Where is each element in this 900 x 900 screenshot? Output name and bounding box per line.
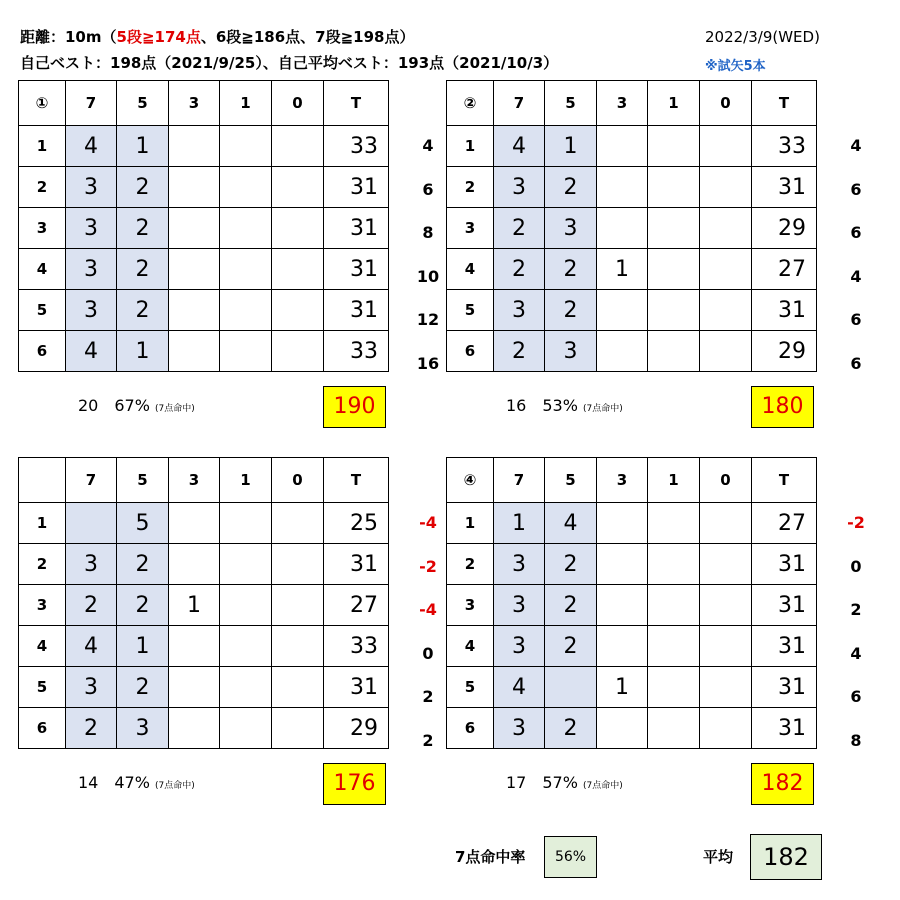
count-cell: [648, 626, 700, 667]
count-cell: [597, 208, 648, 249]
end-number: 1: [19, 503, 66, 544]
end-total: 31: [324, 167, 389, 208]
end-total: 31: [752, 544, 817, 585]
hit-stats: [506, 396, 623, 415]
header-row: [447, 458, 817, 503]
count-cell: 2: [494, 208, 545, 249]
count-cell: [700, 585, 752, 626]
end-number: 6: [19, 331, 66, 372]
count-cell: 1: [545, 126, 597, 167]
table-label: ①: [19, 81, 66, 126]
header-row: [19, 81, 389, 126]
diff-value: 6: [850, 223, 862, 242]
diff-value: 2: [850, 600, 862, 619]
column-header: 1: [220, 81, 272, 126]
score-table-2: [446, 80, 817, 372]
end-total: 31: [752, 290, 817, 331]
diff-value: 4: [422, 136, 434, 155]
end-total: 31: [324, 290, 389, 331]
count-cell: [648, 331, 700, 372]
count-cell: [648, 208, 700, 249]
table-label: [19, 458, 66, 503]
end-number: 6: [19, 708, 66, 749]
table-row: [447, 503, 817, 544]
table-label: ②: [447, 81, 494, 126]
round-total: 176: [323, 763, 386, 805]
count-cell: [272, 667, 324, 708]
end-total: 31: [752, 708, 817, 749]
count-cell: [648, 708, 700, 749]
table-row: [19, 249, 389, 290]
column-header: 3: [597, 458, 648, 503]
count-cell: [597, 585, 648, 626]
column-header: T: [324, 458, 389, 503]
diff-value: 6: [850, 687, 862, 706]
count-cell: [597, 626, 648, 667]
end-number: 5: [447, 667, 494, 708]
column-header: 5: [117, 81, 169, 126]
count-cell: [272, 626, 324, 667]
count-cell: [220, 626, 272, 667]
count-cell: 4: [66, 626, 117, 667]
diff-value: 6: [422, 179, 434, 199]
table-row: [447, 290, 817, 331]
count-cell: [700, 503, 752, 544]
count-cell: [220, 503, 272, 544]
table-row: [19, 331, 389, 372]
count-cell: [597, 167, 648, 208]
count-cell: 3: [494, 290, 545, 331]
diff-value: 6: [850, 310, 862, 329]
count-cell: 2: [117, 544, 169, 585]
hit-rate-label: 7点命中率: [455, 848, 526, 866]
score-table-4: [446, 457, 817, 749]
end-total: 27: [752, 249, 817, 290]
count-cell: 3: [66, 167, 117, 208]
count-cell: 3: [494, 626, 545, 667]
count-cell: 2: [545, 167, 597, 208]
count-cell: 3: [494, 544, 545, 585]
table-row: [19, 208, 389, 249]
end-number: 3: [447, 585, 494, 626]
end-number: 1: [19, 126, 66, 167]
count-cell: [648, 503, 700, 544]
count-cell: 4: [66, 126, 117, 167]
count-cell: [220, 290, 272, 331]
end-number: 4: [19, 249, 66, 290]
end-number: 2: [19, 544, 66, 585]
count-cell: [220, 667, 272, 708]
hit-percent: 53%: [542, 396, 578, 415]
count-cell: [169, 503, 220, 544]
diff-value: 4: [850, 266, 862, 286]
count-cell: [700, 626, 752, 667]
end-total: 29: [324, 708, 389, 749]
table-row: [19, 708, 389, 749]
count-cell: [169, 290, 220, 331]
end-total: 33: [324, 331, 389, 372]
count-cell: 2: [545, 290, 597, 331]
count-cell: 3: [545, 331, 597, 372]
count-cell: [648, 126, 700, 167]
dan-rest: 、6段≧186点、7段≧198点）: [200, 28, 415, 46]
column-header: 0: [700, 458, 752, 503]
count-cell: [272, 126, 324, 167]
end-total: 31: [752, 167, 817, 208]
end-total: 27: [752, 503, 817, 544]
diff-value: 16: [416, 353, 440, 373]
diff-value: 12: [416, 310, 440, 329]
table-row: [447, 208, 817, 249]
count-cell: [220, 331, 272, 372]
count-cell: [66, 503, 117, 544]
count-cell: 2: [117, 667, 169, 708]
distance-line: [20, 26, 414, 47]
count-cell: 3: [494, 708, 545, 749]
end-total: 31: [752, 585, 817, 626]
count-cell: 1: [597, 667, 648, 708]
diff-value: -4: [419, 600, 437, 619]
count-cell: 3: [66, 667, 117, 708]
count-cell: 1: [117, 626, 169, 667]
count-cell: 3: [494, 585, 545, 626]
column-header: 7: [494, 458, 545, 503]
column-header: 0: [272, 458, 324, 503]
column-header: 1: [648, 458, 700, 503]
count-cell: [597, 290, 648, 331]
column-header: 7: [494, 81, 545, 126]
count-cell: [169, 126, 220, 167]
count-cell: [272, 208, 324, 249]
hit-count: 17: [506, 773, 527, 792]
header-row: [447, 81, 817, 126]
table-row: [19, 126, 389, 167]
end-number: 3: [447, 208, 494, 249]
count-cell: [272, 544, 324, 585]
count-cell: [220, 167, 272, 208]
count-cell: [169, 667, 220, 708]
end-number: 5: [447, 290, 494, 331]
hit-percent-note: (7点命中): [155, 781, 195, 791]
end-number: 5: [19, 667, 66, 708]
column-header: 5: [117, 458, 169, 503]
count-cell: [169, 167, 220, 208]
end-number: 4: [447, 249, 494, 290]
diff-value: 8: [422, 223, 434, 242]
count-cell: [272, 290, 324, 331]
hit-stats: [78, 396, 195, 415]
table-row: [447, 667, 817, 708]
hit-percent: 57%: [542, 773, 578, 792]
score-table-3: [18, 457, 389, 749]
hit-count: 20: [78, 396, 99, 415]
hit-percent-note: (7点命中): [583, 781, 623, 791]
count-cell: 2: [494, 249, 545, 290]
end-number: 2: [447, 544, 494, 585]
end-total: 33: [752, 126, 817, 167]
count-cell: 3: [117, 708, 169, 749]
score-table-1: [18, 80, 389, 372]
column-header: T: [324, 81, 389, 126]
end-number: 5: [19, 290, 66, 331]
count-cell: 4: [66, 331, 117, 372]
diff-value: 6: [850, 353, 862, 373]
count-cell: 3: [66, 290, 117, 331]
hit-stats: [78, 773, 195, 792]
column-header: 0: [272, 81, 324, 126]
table-row: [19, 585, 389, 626]
count-cell: 1: [117, 126, 169, 167]
column-header: 3: [169, 81, 220, 126]
table-row: [447, 167, 817, 208]
count-cell: [700, 249, 752, 290]
count-cell: [700, 290, 752, 331]
count-cell: [597, 544, 648, 585]
end-total: 29: [752, 331, 817, 372]
count-cell: [272, 249, 324, 290]
count-cell: [648, 585, 700, 626]
count-cell: 3: [66, 249, 117, 290]
count-cell: [169, 708, 220, 749]
diff-value: 8: [850, 730, 862, 750]
end-total: 29: [752, 208, 817, 249]
count-cell: 1: [597, 249, 648, 290]
end-total: 31: [752, 626, 817, 667]
column-header: 5: [545, 81, 597, 126]
end-number: 1: [447, 126, 494, 167]
count-cell: [700, 708, 752, 749]
table-row: [19, 290, 389, 331]
count-cell: 4: [494, 126, 545, 167]
table-row: [19, 626, 389, 667]
count-cell: [648, 249, 700, 290]
count-cell: 3: [545, 208, 597, 249]
count-cell: [220, 126, 272, 167]
count-cell: [169, 249, 220, 290]
count-cell: [169, 626, 220, 667]
end-number: 4: [19, 626, 66, 667]
count-cell: [220, 544, 272, 585]
average-value: 182: [750, 834, 822, 880]
end-total: 31: [324, 667, 389, 708]
count-cell: [272, 585, 324, 626]
count-cell: [272, 167, 324, 208]
column-header: 1: [648, 81, 700, 126]
end-total: 31: [324, 208, 389, 249]
end-total: 31: [752, 667, 817, 708]
diff-value: 0: [850, 556, 862, 576]
count-cell: 1: [169, 585, 220, 626]
end-number: 6: [447, 331, 494, 372]
hit-percent-note: (7点命中): [583, 404, 623, 414]
count-cell: [169, 331, 220, 372]
count-cell: 3: [66, 544, 117, 585]
count-cell: [169, 208, 220, 249]
hit-stats: [506, 773, 623, 792]
column-header: 3: [169, 458, 220, 503]
count-cell: [648, 544, 700, 585]
count-cell: [545, 667, 597, 708]
count-cell: 2: [66, 585, 117, 626]
count-cell: 2: [545, 249, 597, 290]
table-row: [447, 249, 817, 290]
table-row: [447, 626, 817, 667]
column-header: 3: [597, 81, 648, 126]
end-number: 3: [19, 208, 66, 249]
distance-prefix: 距離：10m（: [20, 28, 117, 46]
date: 2022/3/9(WED): [705, 28, 820, 46]
round-total: 190: [323, 386, 386, 428]
count-cell: [220, 249, 272, 290]
end-number: 1: [447, 503, 494, 544]
count-cell: [597, 126, 648, 167]
count-cell: 1: [494, 503, 545, 544]
count-cell: [700, 167, 752, 208]
table-row: [447, 126, 817, 167]
table-row: [19, 544, 389, 585]
diff-value: 4: [850, 136, 862, 155]
column-header: 7: [66, 81, 117, 126]
count-cell: 2: [117, 585, 169, 626]
table-row: [447, 331, 817, 372]
count-cell: [700, 208, 752, 249]
count-cell: 5: [117, 503, 169, 544]
column-header: 1: [220, 458, 272, 503]
count-cell: [700, 544, 752, 585]
count-cell: [272, 503, 324, 544]
count-cell: 2: [117, 290, 169, 331]
count-cell: 3: [66, 208, 117, 249]
column-header: 7: [66, 458, 117, 503]
hit-count: 14: [78, 773, 99, 792]
count-cell: 2: [545, 708, 597, 749]
count-cell: 2: [545, 544, 597, 585]
table-row: [19, 503, 389, 544]
count-cell: [700, 667, 752, 708]
table-row: [19, 167, 389, 208]
count-cell: [700, 126, 752, 167]
diff-value: 0: [422, 643, 434, 663]
count-cell: 4: [545, 503, 597, 544]
diff-value: 2: [422, 687, 434, 706]
end-number: 2: [447, 167, 494, 208]
end-number: 2: [19, 167, 66, 208]
column-header: T: [752, 81, 817, 126]
count-cell: 2: [117, 208, 169, 249]
count-cell: [648, 290, 700, 331]
table-row: [447, 708, 817, 749]
diff-value: 2: [422, 730, 434, 750]
trial-note: ※試矢5本: [705, 59, 766, 74]
table-row: [447, 544, 817, 585]
hit-count: 16: [506, 396, 527, 415]
count-cell: [272, 331, 324, 372]
count-cell: [220, 585, 272, 626]
diff-value: -4: [419, 513, 437, 532]
hit-percent: 47%: [114, 773, 150, 792]
column-header: 5: [545, 458, 597, 503]
end-number: 3: [19, 585, 66, 626]
hit-percent-note: (7点命中): [155, 404, 195, 414]
average-label: 平均: [703, 848, 734, 866]
hit-percent: 67%: [114, 396, 150, 415]
count-cell: 1: [117, 331, 169, 372]
dan5-requirement: 5段≧174点: [116, 28, 201, 46]
hit-rate-value: 56%: [544, 836, 597, 878]
end-total: 31: [324, 249, 389, 290]
count-cell: 2: [117, 249, 169, 290]
end-total: 33: [324, 126, 389, 167]
count-cell: 2: [117, 167, 169, 208]
count-cell: [220, 708, 272, 749]
count-cell: 2: [545, 585, 597, 626]
count-cell: 2: [494, 331, 545, 372]
count-cell: [597, 503, 648, 544]
end-total: 25: [324, 503, 389, 544]
column-header: T: [752, 458, 817, 503]
count-cell: [597, 331, 648, 372]
count-cell: [220, 208, 272, 249]
diff-value: 10: [416, 266, 440, 286]
end-total: 31: [324, 544, 389, 585]
table-row: [19, 667, 389, 708]
diff-value: -2: [847, 513, 865, 532]
diff-value: 6: [850, 179, 862, 199]
round-total: 180: [751, 386, 814, 428]
count-cell: 3: [494, 167, 545, 208]
count-cell: [169, 544, 220, 585]
column-header: 0: [700, 81, 752, 126]
end-number: 6: [447, 708, 494, 749]
end-total: 33: [324, 626, 389, 667]
count-cell: 2: [545, 626, 597, 667]
diff-value: -2: [419, 556, 437, 576]
count-cell: [272, 708, 324, 749]
count-cell: 2: [66, 708, 117, 749]
count-cell: 4: [494, 667, 545, 708]
personal-best-line: 自己ベスト：198点（2021/9/25）、自己平均ベスト：193点（2021/10/3）: [20, 54, 559, 72]
round-total: 182: [751, 763, 814, 805]
count-cell: [648, 667, 700, 708]
end-number: 4: [447, 626, 494, 667]
table-row: [447, 585, 817, 626]
end-total: 27: [324, 585, 389, 626]
count-cell: [700, 331, 752, 372]
table-label: ④: [447, 458, 494, 503]
count-cell: [597, 708, 648, 749]
count-cell: [648, 167, 700, 208]
header-row: [19, 458, 389, 503]
diff-value: 4: [850, 643, 862, 663]
